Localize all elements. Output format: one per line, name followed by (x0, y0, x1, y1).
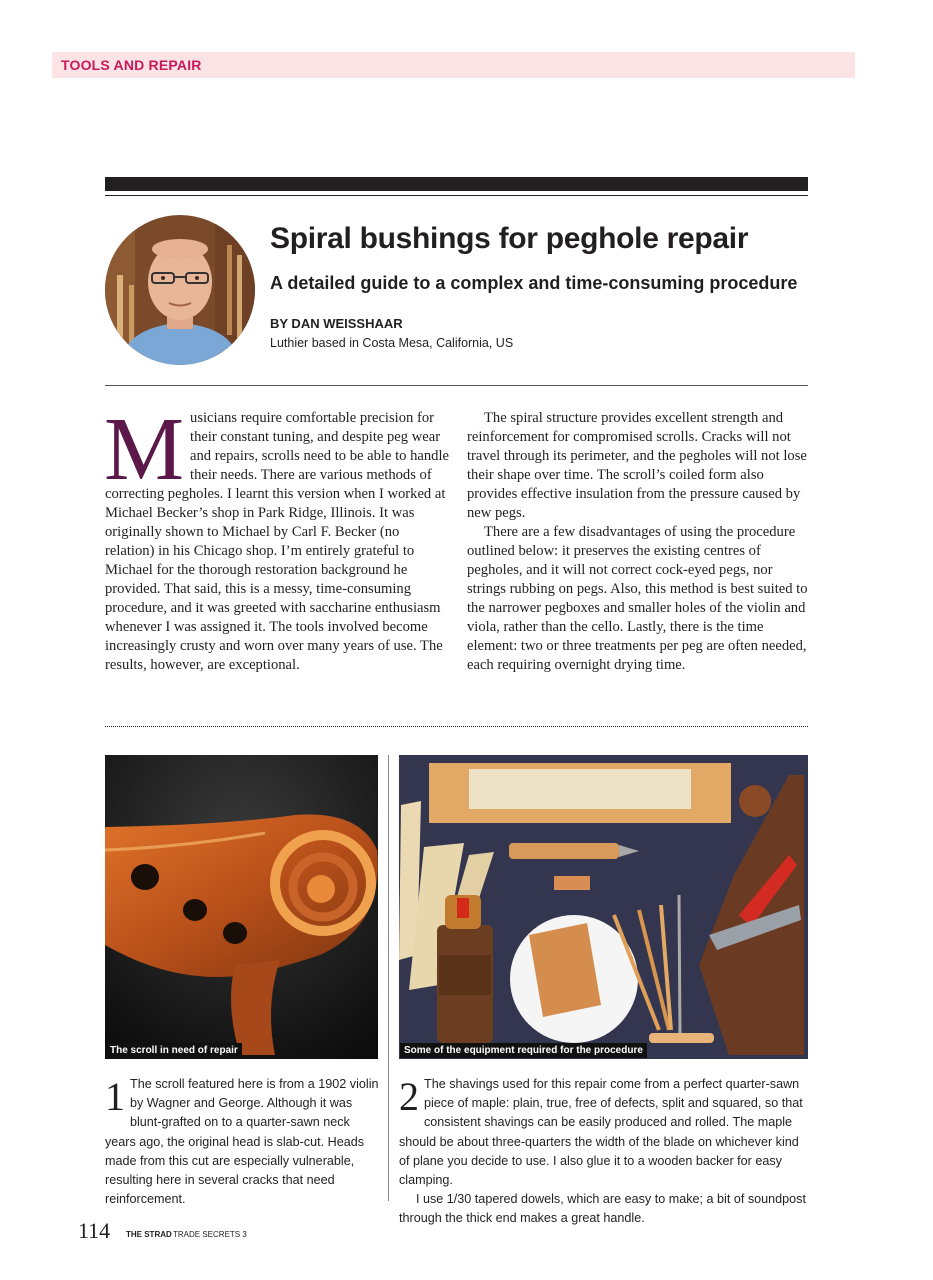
article-subtitle: A detailed guide to a complex and time-consuming procedure (270, 273, 798, 293)
top-rule-thin (105, 195, 808, 196)
dotted-divider (105, 726, 808, 727)
step-2 (399, 1075, 808, 1229)
section-label: TOOLS AND REPAIR (61, 57, 202, 73)
column-divider (388, 755, 389, 1201)
step-number-2: 2 (399, 1074, 419, 1119)
step-2-text-continued: I use 1/30 tapered dowels, which are easy to make; a bit of soundpost through the thick end makes a great handle. (399, 1192, 806, 1226)
author-portrait (105, 215, 255, 365)
top-rule-thick (105, 177, 808, 191)
step-2-text: The shavings used for this repair come from a perfect quarter-sawn piece of maple: plain, true, free of defects, split and squared, so that consistent shavings can be easily produced and rolled. The maple should be about three-quarters the width of the blade on whichever kind of plane you decide to use. I also glue it to a wooden backer for easy clamping. (399, 1077, 803, 1188)
body-paragraph-3: There are a few disadvantages of using the procedure outlined below: it preserves the existing centres of pegholes, and it will not correct cock-eyed pegs, nor strings rubbing on pegs. Also, this method is best suited to the narrower pegboxes and smaller holes of the violin and viola, rather than the cello. Lastly, there is the time element: two or three treatments per peg are often needed, each requiring overnight drying time. (467, 524, 808, 673)
issue-name: TRADE SECRETS 3 (173, 1230, 247, 1239)
header-divider (105, 385, 808, 386)
article-title: Spiral bushings for peghole repair (270, 222, 749, 255)
step-number-1: 1 (105, 1074, 125, 1119)
body-paragraph-2: The spiral structure provides excellent strength and reinforcement for compromised scrolls. Cracks will not travel through its perimeter, and the pegholes will not lose their shape over time. The scroll’s coiled form also provides effective insulation from the pressure caused by new pegs. (467, 410, 807, 521)
drop-cap: M (104, 400, 185, 499)
page-number: 114 (78, 1218, 111, 1243)
body-column-right (467, 409, 808, 675)
scroll-photo (105, 755, 378, 1059)
magazine-name: THE STRAD (126, 1230, 172, 1239)
body-column-left (104, 400, 450, 675)
author-affiliation: Luthier based in Costa Mesa, California, US (270, 336, 514, 350)
step-1 (105, 1075, 383, 1209)
step-1-text: The scroll featured here is from a 1902 violin by Wagner and George. Although it was blunt-grafted on to a quarter-sawn neck years ago, the original head is slab-cut. Heads made from this cut are especially vulnerable, resulting here in several cracks that need reinforcement. (105, 1077, 379, 1207)
body-paragraph-1: usicians require comfortable precision for their constant tuning, and despite peg wear and repairs, scrolls need to be able to handle their needs. There are various methods of correcting pegholes. I learnt this version when I worked at Michael Becker’s shop in Park Ridge, Illinois. It was originally shown to Michael by Carl F. Becker (no relation) in his Chicago shop. I’m entirely grateful to Michael for the thorough restoration background he provided. That said, this is a messy, time-consuming procedure, and it was greeted with saccharine enthusiasm whenever I was assigned it. The tools involved become increasingly crusty and worn over many years of use. The results, however, are exceptional. (105, 410, 449, 673)
equipment-photo (399, 755, 808, 1059)
photo-caption-2: Some of the equipment required for the procedure (400, 1043, 647, 1058)
photo-caption-1: The scroll in need of repair (106, 1043, 242, 1058)
section-header-bar (52, 52, 855, 78)
author-byline: BY DAN WEISSHAAR (270, 316, 403, 331)
